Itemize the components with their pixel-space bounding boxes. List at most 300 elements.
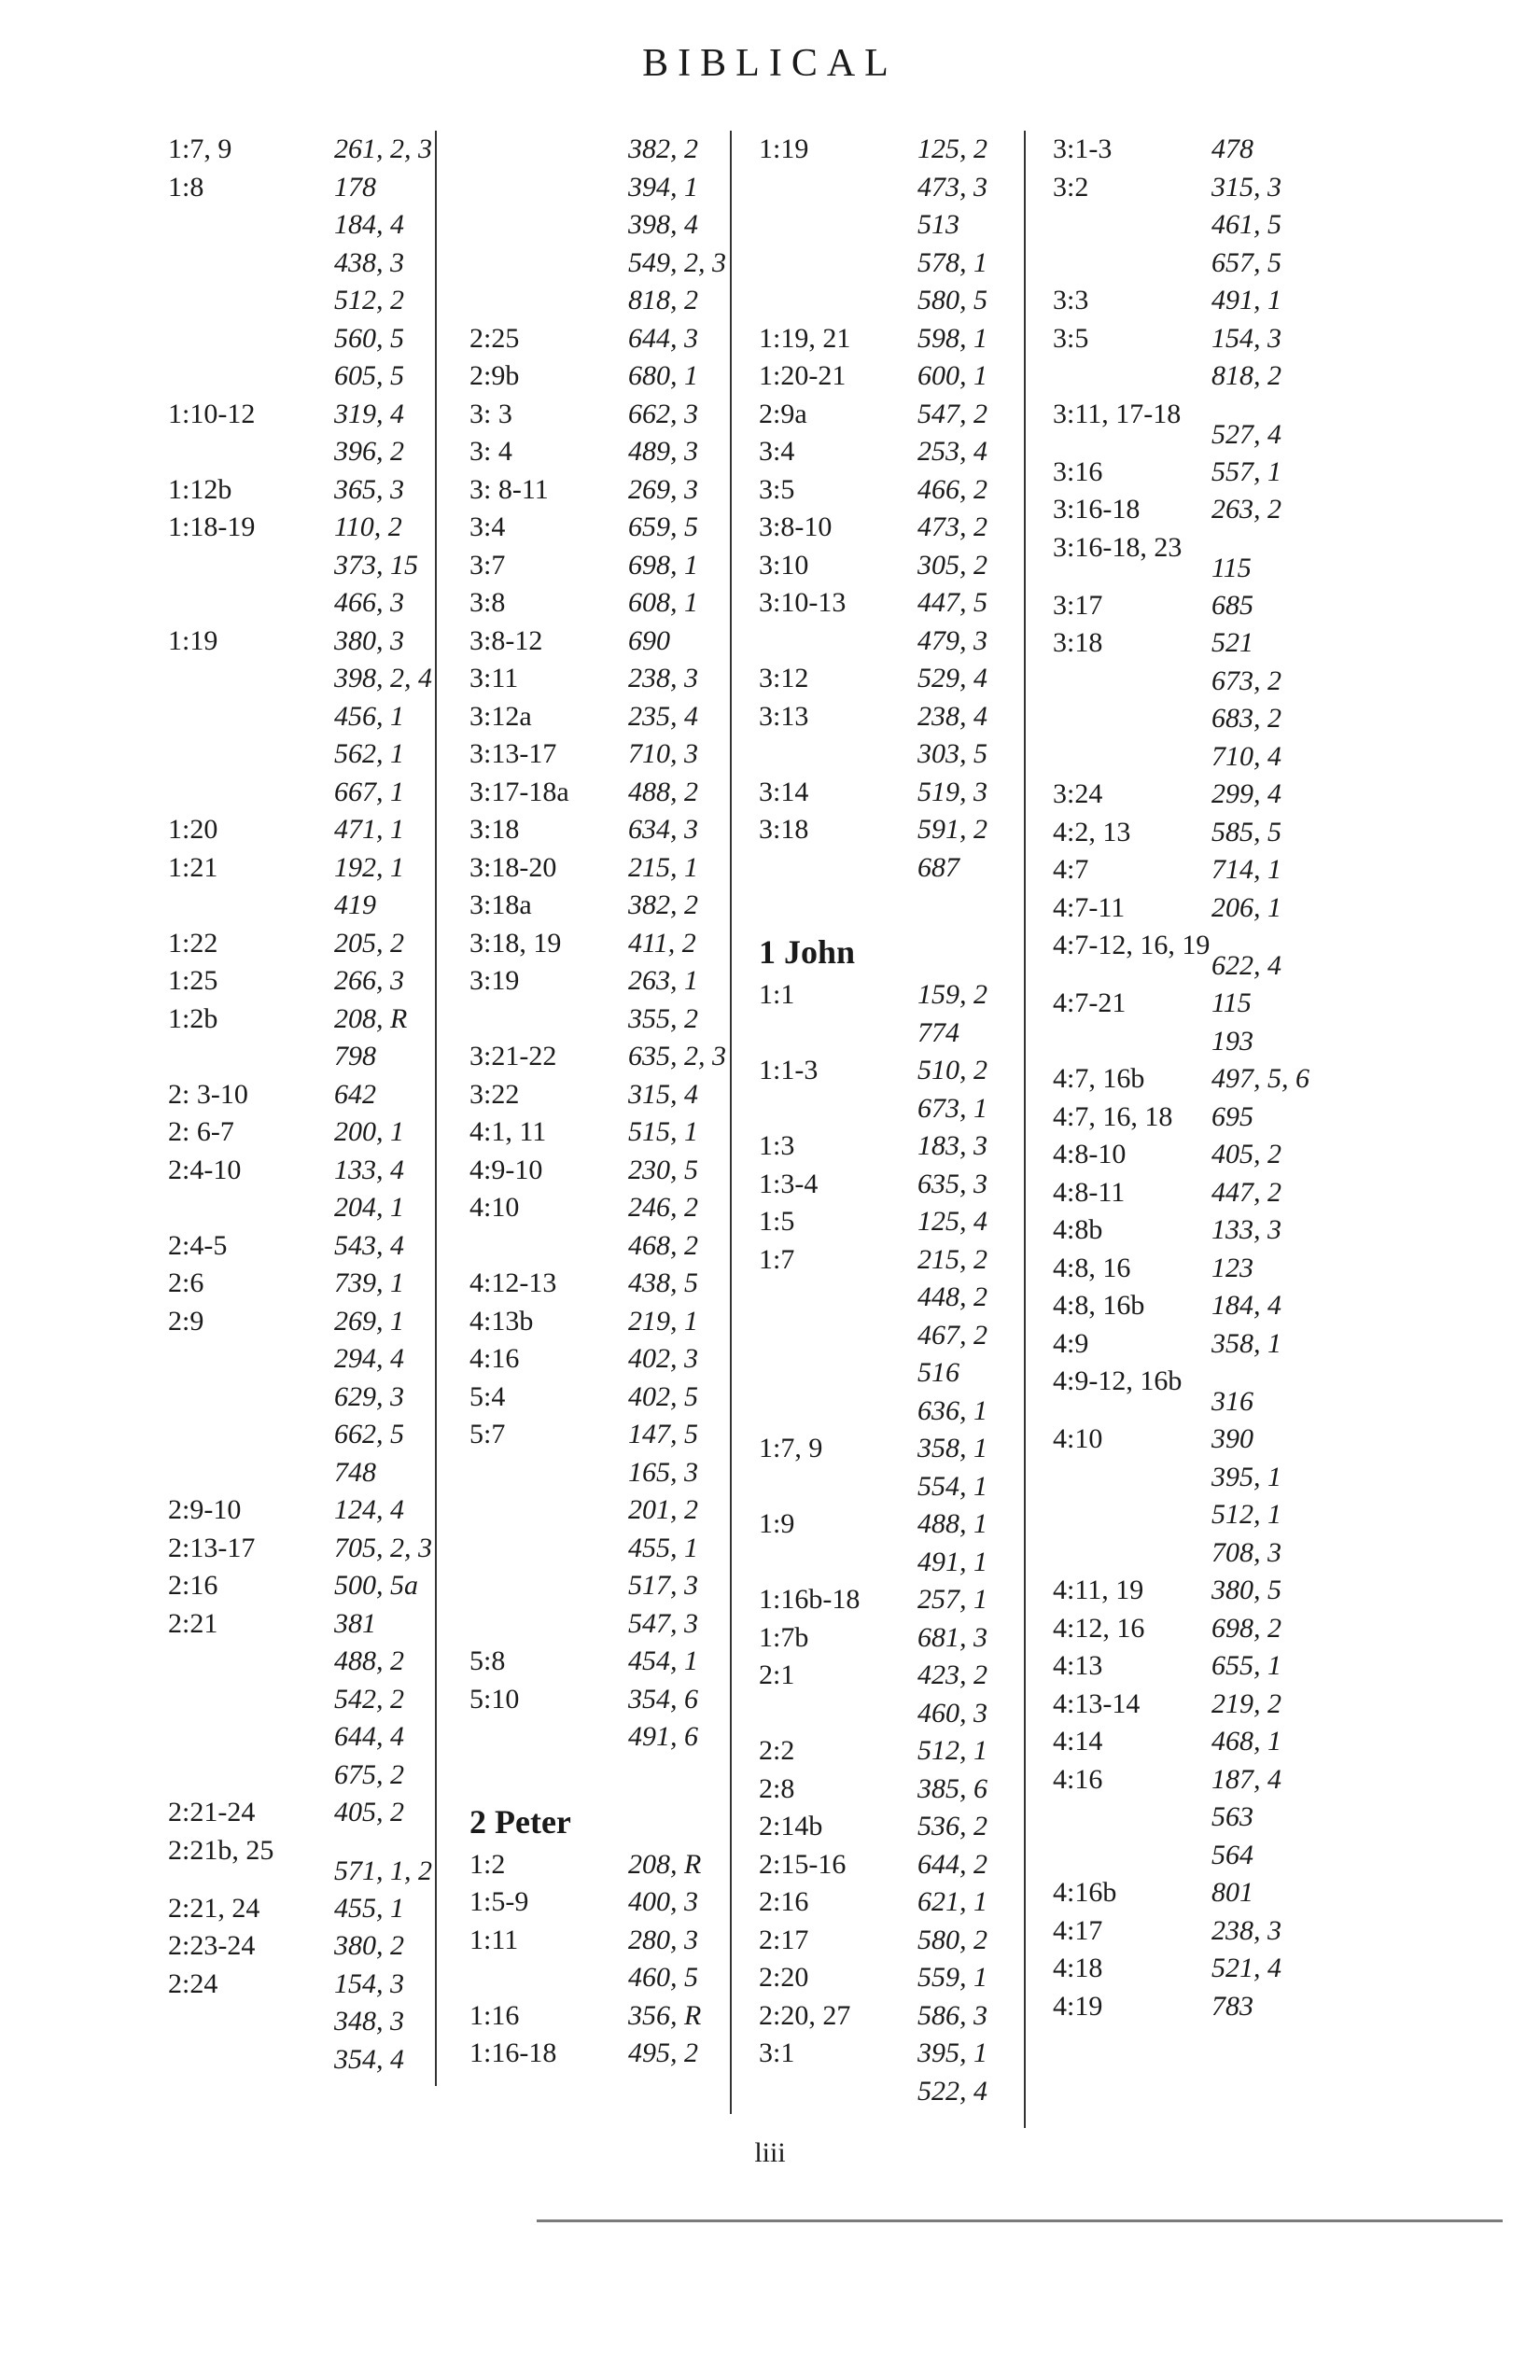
- index-entry: [469, 584, 740, 623]
- index-entry: [469, 1303, 740, 1341]
- verse-reference: 3:5: [1053, 322, 1089, 354]
- verse-reference: 4:8-11: [1053, 1176, 1126, 1208]
- page-reference: 447, 2: [1211, 1176, 1281, 1208]
- index-entry: [759, 396, 1029, 434]
- page-reference: 299, 4: [1211, 778, 1281, 809]
- page-reference: 698, 2: [1211, 1612, 1281, 1644]
- index-entry: [1053, 320, 1323, 358]
- index-entry: [469, 1922, 740, 1960]
- verse-reference: 3:3: [1053, 285, 1089, 315]
- index-entry: [168, 471, 439, 510]
- verse-reference: 3:8-10: [759, 511, 833, 542]
- page-reference: 512, 1: [917, 1735, 987, 1766]
- index-entry: [1053, 738, 1323, 777]
- page-reference: 515, 1: [628, 1116, 698, 1147]
- page-reference: 521, 4: [1211, 1953, 1281, 1983]
- verse-reference: 3:18: [1053, 627, 1103, 658]
- page-reference: 125, 2: [917, 133, 987, 164]
- page-reference: 529, 4: [917, 663, 987, 693]
- verse-reference: 3:21-22: [469, 1041, 557, 1071]
- page-reference: 184, 4: [334, 209, 404, 240]
- index-entry: [168, 1567, 439, 1605]
- column-rule: [435, 131, 437, 2086]
- index-entry: [1053, 1837, 1323, 1875]
- page-reference: 263, 2: [1211, 494, 1281, 525]
- verse-reference: 4:13: [1053, 1650, 1103, 1681]
- verse-reference: 2:17: [759, 1924, 809, 1955]
- index-entry: [759, 735, 1029, 774]
- index-entry: [759, 471, 1029, 510]
- page-reference: 698, 1: [628, 549, 698, 581]
- page-reference: 356, R: [628, 1999, 702, 2031]
- index-entry: [759, 660, 1029, 698]
- verse-reference: 1:8: [168, 171, 204, 203]
- index-entry: [469, 1454, 740, 1492]
- page-reference: 219, 1: [628, 1305, 698, 1337]
- index-entry: [759, 206, 1029, 245]
- verse-reference: 1:5-9: [469, 1886, 529, 1917]
- index-entry: [759, 1846, 1029, 1884]
- index-entry: [469, 471, 740, 510]
- index-entry: [759, 357, 1029, 396]
- verse-reference: 4:16: [469, 1343, 520, 1374]
- index-entry: [759, 282, 1029, 320]
- page-reference: 280, 3: [628, 1924, 698, 1955]
- index-entry: [759, 547, 1029, 585]
- page-reference: 659, 5: [628, 511, 698, 542]
- verse-reference: 2:4-10: [168, 1154, 242, 1185]
- verse-reference: 3:11: [469, 663, 519, 693]
- page-reference: 673, 2: [1211, 665, 1281, 696]
- page-reference: 479, 3: [917, 624, 987, 656]
- index-entry: [469, 433, 740, 471]
- page-reference: 585, 5: [1211, 816, 1281, 847]
- index-entry: [1053, 454, 1323, 492]
- page-reference: 710, 4: [1211, 740, 1281, 772]
- index-entry: [168, 584, 439, 623]
- page-reference: 208, R: [334, 1002, 408, 1034]
- verse-reference: 1:1: [759, 979, 795, 1010]
- page-reference: 629, 3: [334, 1380, 404, 1412]
- index-entry: [1053, 663, 1323, 701]
- page-reference: 261, 2, 3: [334, 133, 432, 164]
- index-entry: [469, 1567, 740, 1605]
- page-reference: 315, 4: [628, 1078, 698, 1110]
- index-entry: [469, 1189, 740, 1227]
- verse-reference: 3:4: [469, 511, 506, 542]
- index-entry: [168, 206, 439, 245]
- index-entry: [469, 206, 740, 245]
- verse-reference: 1:5: [759, 1206, 795, 1237]
- verse-reference: 1:20: [168, 814, 218, 845]
- index-entry: [168, 811, 439, 849]
- index-entry: [168, 1681, 439, 1719]
- page-reference: 238, 4: [917, 700, 987, 732]
- verse-reference: 3:13: [759, 700, 809, 732]
- index-entry: [168, 1303, 439, 1341]
- verse-reference: 3:1: [759, 2037, 795, 2068]
- verse-reference: 1:19: [759, 133, 809, 164]
- index-entry: [1053, 1287, 1323, 1325]
- index-entry: [168, 320, 439, 358]
- page-reference: 685: [1211, 589, 1253, 621]
- page-reference: 235, 4: [628, 700, 698, 732]
- verse-reference: 2:23-24: [168, 1930, 256, 1961]
- verse-reference: 3:13-17: [469, 738, 557, 769]
- verse-reference: 4:8, 16b: [1053, 1290, 1145, 1321]
- verse-reference: 4:12-13: [469, 1267, 557, 1298]
- index-entry: [469, 509, 740, 547]
- verse-reference: 4:1, 11: [469, 1116, 547, 1147]
- index-entry: [759, 1166, 1029, 1204]
- index-entry: [759, 2035, 1029, 2073]
- page-reference: 636, 1: [917, 1394, 987, 1426]
- page-reference: 395, 1: [917, 2037, 987, 2068]
- page-reference: 488, 1: [917, 1508, 987, 1539]
- page-reference: 580, 5: [917, 285, 987, 315]
- index-entry: [1053, 169, 1323, 207]
- index-entry: [469, 1643, 740, 1681]
- index-entry: [1053, 1572, 1323, 1610]
- index-entry: [469, 1605, 740, 1644]
- page-reference: 644, 3: [628, 322, 698, 354]
- page-reference: 438, 3: [334, 246, 404, 278]
- page-reference: 519, 3: [917, 776, 987, 807]
- verse-reference: 4:10: [469, 1192, 520, 1223]
- index-entry: [1053, 282, 1323, 320]
- verse-reference: 3:18: [469, 814, 520, 845]
- page-reference: 683, 2: [1211, 703, 1281, 734]
- verse-reference: 1:19: [168, 624, 218, 656]
- index-entry: [1053, 889, 1323, 928]
- page-reference: 801: [1211, 1877, 1253, 1908]
- index-entry: [759, 1544, 1029, 1582]
- page-reference: 559, 1: [917, 1962, 987, 1993]
- verse-reference: 4:17: [1053, 1914, 1103, 1946]
- index-entry: [1053, 1174, 1323, 1212]
- page-reference: 560, 5: [334, 322, 404, 354]
- page-reference: 159, 2: [917, 979, 987, 1010]
- index-entry: [1053, 927, 1323, 985]
- page-reference: 517, 3: [628, 1570, 698, 1601]
- page-reference: 382, 2: [628, 889, 698, 920]
- index-entry: [168, 1038, 439, 1076]
- page-reference: 512, 1: [1211, 1499, 1281, 1530]
- verse-reference: 3:14: [759, 776, 809, 807]
- page-reference: 358, 1: [917, 1433, 987, 1463]
- page-reference: 680, 1: [628, 360, 698, 391]
- page-reference: 500, 5a: [334, 1570, 418, 1601]
- index-entry: [469, 1340, 740, 1379]
- page-reference: 184, 4: [1211, 1290, 1281, 1321]
- page-reference: 667, 1: [334, 776, 404, 807]
- verse-reference: 2:25: [469, 322, 520, 354]
- index-entry: [168, 1113, 439, 1152]
- index-entry: [469, 396, 740, 434]
- page-reference: 714, 1: [1211, 854, 1281, 885]
- page-reference: 380, 5: [1211, 1575, 1281, 1605]
- page-reference: 471, 1: [334, 814, 404, 845]
- index-entry: [168, 1643, 439, 1681]
- verse-reference: 1:22: [168, 927, 218, 959]
- verse-reference: 4:13-14: [1053, 1687, 1141, 1719]
- page-reference: 238, 3: [1211, 1914, 1281, 1946]
- page-reference: 675, 2: [334, 1758, 404, 1790]
- column-rule: [730, 131, 732, 2114]
- index-entry: [759, 433, 1029, 471]
- index-entry: [759, 1771, 1029, 1809]
- index-entry: [168, 131, 439, 169]
- verse-reference: 1:3: [759, 1130, 795, 1161]
- verse-reference: 1:18-19: [168, 511, 256, 542]
- index-entry: [168, 1927, 439, 1966]
- page-reference: 695: [1211, 1100, 1253, 1132]
- verse-reference: 1:7, 9: [168, 133, 232, 164]
- index-entry: [168, 509, 439, 547]
- verse-reference: 4:18: [1053, 1953, 1103, 1983]
- page-reference: 133, 3: [1211, 1214, 1281, 1245]
- verse-reference: 2:1: [759, 1659, 795, 1690]
- page-reference: 398, 4: [628, 209, 698, 240]
- index-entry: [469, 735, 740, 774]
- page-reference: 491, 1: [1211, 285, 1281, 315]
- verse-reference: 2:6: [168, 1267, 204, 1298]
- page-reference: 398, 2, 4: [334, 663, 432, 693]
- page-reference: 662, 5: [334, 1419, 404, 1449]
- index-entry: [759, 1015, 1029, 1053]
- page-reference: 774: [917, 1016, 959, 1048]
- index-entry: [759, 245, 1029, 283]
- index-entry: [469, 962, 740, 1001]
- index-entry: [1053, 206, 1323, 245]
- index-entry: [1053, 1496, 1323, 1534]
- index-entry: [168, 1076, 439, 1114]
- verse-reference: 4:16b: [1053, 1877, 1117, 1908]
- page-reference: 154, 3: [1211, 322, 1281, 354]
- verse-reference: 3:8-12: [469, 624, 543, 656]
- index-entry: [1053, 1723, 1323, 1761]
- index-entry: [168, 1265, 439, 1303]
- index-entry: [168, 623, 439, 661]
- page-reference: 405, 2: [1211, 1139, 1281, 1169]
- verse-reference: 2: 3-10: [168, 1078, 248, 1110]
- page-reference: 123: [1211, 1252, 1253, 1283]
- page-reference: 681, 3: [917, 1621, 987, 1653]
- verse-reference: 4:7-21: [1053, 987, 1127, 1018]
- index-entry: [1053, 1023, 1323, 1061]
- page-reference: 193: [1211, 1025, 1253, 1057]
- page-reference: 513: [917, 209, 959, 240]
- index-entry: [469, 1997, 740, 2036]
- page-reference: 390: [1211, 1423, 1253, 1454]
- index-entry: [168, 1718, 439, 1757]
- verse-reference: 3:10-13: [759, 587, 847, 618]
- index-entry: [469, 1038, 740, 1076]
- page-reference: 454, 1: [628, 1645, 698, 1676]
- index-entry: [759, 169, 1029, 207]
- index-entry: [1053, 1912, 1323, 1951]
- verse-reference: 5:7: [469, 1419, 506, 1449]
- index-entry: [1053, 814, 1323, 852]
- verse-reference: 3:24: [1053, 778, 1103, 809]
- index-entry: [1053, 1874, 1323, 1912]
- page-reference: 608, 1: [628, 587, 698, 618]
- page-reference: 400, 3: [628, 1886, 698, 1917]
- verse-reference: 4:8, 16: [1053, 1252, 1131, 1283]
- verse-reference: 2:21b, 25: [168, 1834, 274, 1866]
- index-entry: [1053, 1060, 1323, 1099]
- index-entry: [759, 1354, 1029, 1393]
- index-entry: [1053, 1211, 1323, 1250]
- page-reference: 461, 5: [1211, 209, 1281, 240]
- page-reference: 642: [334, 1078, 376, 1110]
- index-entry: [759, 774, 1029, 812]
- section-heading: [759, 887, 1029, 976]
- verse-reference: 2:15-16: [759, 1848, 847, 1880]
- page-reference: 783: [1211, 1990, 1253, 2022]
- verse-reference: 5:8: [469, 1645, 506, 1676]
- verse-reference: 4:2, 13: [1053, 816, 1131, 847]
- index-entry: [759, 131, 1029, 169]
- page-reference: 208, R: [628, 1848, 702, 1880]
- index-entry: [168, 1605, 439, 1644]
- page-reference: 591, 2: [917, 814, 987, 845]
- index-entry: [1053, 587, 1323, 625]
- page-reference: 521: [1211, 627, 1253, 658]
- index-entry: [759, 1808, 1029, 1846]
- page-reference: 253, 4: [917, 436, 987, 467]
- verse-reference: 4:7: [1053, 854, 1089, 885]
- verse-reference: 2:13-17: [168, 1532, 256, 1563]
- index-entry: [168, 245, 439, 283]
- verse-reference: 3:10: [759, 549, 809, 581]
- index-entry: [469, 660, 740, 698]
- index-entry: [469, 887, 740, 925]
- index-entry: [469, 1530, 740, 1568]
- page-reference: 478: [1211, 133, 1253, 164]
- page-reference: 315, 3: [1211, 171, 1281, 203]
- page-reference: 557, 1: [1211, 455, 1281, 487]
- page-reference: 438, 5: [628, 1267, 698, 1298]
- verse-reference: 4:10: [1053, 1423, 1103, 1454]
- page-reference: 818, 2: [1211, 360, 1281, 391]
- column-rule: [1024, 131, 1026, 2128]
- page-reference: 382, 2: [628, 133, 698, 164]
- verse-reference: 4:8b: [1053, 1214, 1103, 1245]
- page-reference: 394, 1: [628, 171, 698, 203]
- index-column-2: [469, 131, 740, 2073]
- verse-reference: 1:11: [469, 1924, 519, 1955]
- footer-rule: [537, 2219, 1503, 2222]
- index-column-3: [759, 131, 1029, 2110]
- page-reference: 662, 3: [628, 398, 698, 429]
- page-reference: 467, 2: [917, 1319, 987, 1351]
- page-reference: 380, 3: [334, 624, 404, 656]
- verse-reference: 4:7-11: [1053, 891, 1126, 923]
- index-entry: [469, 357, 740, 396]
- index-entry: [168, 1340, 439, 1379]
- page-reference: 512, 2: [334, 285, 404, 315]
- verse-reference: 2:9: [168, 1305, 204, 1337]
- verse-reference: 2:9a: [759, 398, 807, 429]
- page-reference: 204, 1: [334, 1192, 404, 1223]
- page-reference: 456, 1: [334, 700, 404, 732]
- index-entry: [469, 623, 740, 661]
- page-reference: 447, 5: [917, 587, 987, 618]
- index-entry: [1053, 776, 1323, 814]
- page-reference: 605, 5: [334, 360, 404, 391]
- page-reference: 354, 6: [628, 1683, 698, 1715]
- verse-reference: 3:2: [1053, 171, 1089, 203]
- verse-reference: 1:2: [469, 1848, 506, 1880]
- verse-reference: 1:21: [168, 851, 218, 883]
- page-reference: 405, 2: [334, 1797, 404, 1827]
- page-reference: 246, 2: [628, 1192, 698, 1223]
- index-entry: [469, 698, 740, 736]
- page-reference: 473, 2: [917, 511, 987, 542]
- verse-reference: 3:19: [469, 965, 520, 996]
- index-entry: [759, 2073, 1029, 2111]
- index-entry: [1053, 131, 1323, 169]
- verse-reference: 2:21, 24: [168, 1892, 260, 1924]
- index-entry: [759, 1922, 1029, 1960]
- page-reference: 554, 1: [917, 1470, 987, 1502]
- verse-reference: 2:20: [759, 1962, 809, 1993]
- verse-reference: 4:9-12, 16b: [1053, 1365, 1183, 1396]
- page-reference: 455, 1: [628, 1532, 698, 1563]
- page-reference: 634, 3: [628, 814, 698, 845]
- page-reference: 586, 3: [917, 1999, 987, 2031]
- verse-reference: 2:8: [759, 1772, 795, 1804]
- index-entry: [759, 584, 1029, 623]
- page-reference: 635, 3: [917, 1168, 987, 1199]
- page-reference: 690: [628, 624, 670, 656]
- book-title: 1 John: [759, 933, 856, 971]
- page-reference: 621, 1: [917, 1886, 987, 1917]
- verse-reference: 1:16: [469, 1999, 520, 2031]
- page-reference: 468, 1: [1211, 1726, 1281, 1757]
- verse-reference: 1:7, 9: [759, 1433, 823, 1463]
- index-entry: [168, 1001, 439, 1039]
- index-entry: [1053, 357, 1323, 396]
- index-entry: [168, 1416, 439, 1454]
- page-reference: 419: [334, 889, 376, 920]
- page-reference: 183, 3: [917, 1130, 987, 1161]
- index-entry: [168, 735, 439, 774]
- index-entry: [1053, 1250, 1323, 1288]
- index-entry: [469, 245, 740, 283]
- verse-reference: 3:5: [759, 473, 795, 505]
- verse-reference: 2:2: [759, 1735, 795, 1766]
- page-reference: 580, 2: [917, 1924, 987, 1955]
- verse-reference: 4:7, 16b: [1053, 1063, 1145, 1094]
- page-reference: 395, 1: [1211, 1461, 1281, 1492]
- page-reference: 527, 4: [1211, 418, 1281, 450]
- book-title: 2 Peter: [469, 1802, 571, 1841]
- index-entry: [469, 1076, 740, 1114]
- index-entry: [1053, 1421, 1323, 1459]
- verse-reference: 3:16-18: [1053, 494, 1141, 525]
- verse-reference: 1:16-18: [469, 2037, 557, 2068]
- verse-reference: 1:19, 21: [759, 322, 851, 354]
- index-entry: [1053, 1647, 1323, 1686]
- page-reference: 564: [1211, 1839, 1253, 1870]
- index-entry: [168, 1189, 439, 1227]
- verse-reference: 3:8: [469, 587, 506, 618]
- index-entry: [759, 1393, 1029, 1431]
- index-entry: [759, 976, 1029, 1015]
- index-entry: [168, 1794, 439, 1832]
